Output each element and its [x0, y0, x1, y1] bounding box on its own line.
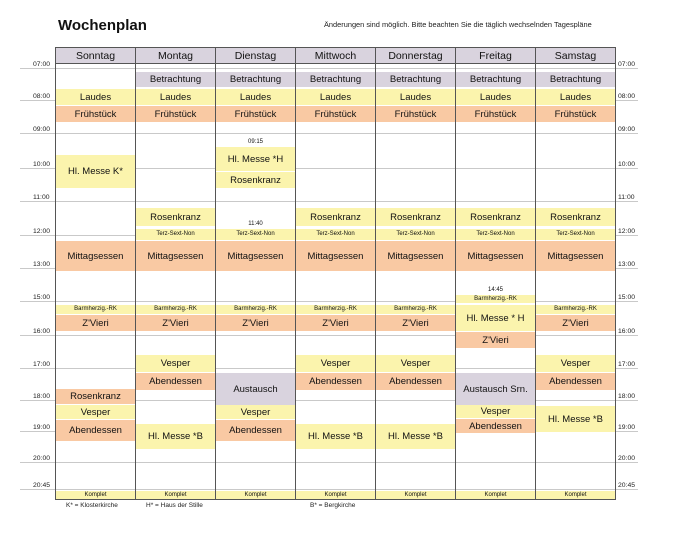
event-block[interactable]: Barmherzig.-RK	[216, 305, 295, 314]
time-label-left: 08:00	[33, 93, 51, 100]
event-block[interactable]: Hl. Messe * H	[456, 305, 535, 331]
event-block[interactable]: Frühstück	[376, 106, 455, 122]
time-gridline	[20, 335, 638, 336]
event-block[interactable]: Komplet	[456, 491, 535, 499]
time-label-right: 07:00	[618, 61, 636, 68]
event-block[interactable]: Frühstück	[456, 106, 535, 122]
event-block[interactable]: Komplet	[56, 491, 135, 499]
day-header: Freitag	[455, 47, 536, 64]
day-header: Donnerstag	[375, 47, 456, 64]
time-label-right: 20:45	[618, 482, 636, 489]
event-block[interactable]: Laudes	[56, 89, 135, 105]
time-label-left: 20:45	[33, 482, 51, 489]
event-block[interactable]: 09:15	[247, 138, 263, 145]
event-block[interactable]: Komplet	[536, 491, 615, 499]
time-label-left: 13:00	[33, 261, 51, 268]
time-label-right: 20:00	[618, 455, 636, 462]
time-label-left: 10:00	[33, 161, 51, 168]
event-block[interactable]: Barmherzig.-RK	[136, 305, 215, 314]
event-block[interactable]: Komplet	[136, 491, 215, 499]
event-block[interactable]: Abendessen	[136, 373, 215, 390]
time-gridline	[20, 133, 638, 134]
time-label-right: 13:00	[618, 261, 636, 268]
time-label-left: 15:00	[33, 294, 51, 301]
event-block[interactable]: Mittagsessen	[136, 241, 215, 271]
event-block[interactable]: Mittagsessen	[536, 241, 615, 271]
event-block[interactable]: 14:45	[487, 286, 503, 293]
time-label-right: 10:00	[618, 161, 636, 168]
event-block[interactable]: Frühstück	[56, 106, 135, 122]
event-block[interactable]: Mittagsessen	[376, 241, 455, 271]
time-label-left: 18:00	[33, 393, 51, 400]
event-block[interactable]: Terz-Sext-Non	[376, 229, 455, 240]
event-block[interactable]: Laudes	[136, 89, 215, 105]
time-gridline	[20, 301, 638, 302]
column-divider	[615, 47, 616, 500]
event-block[interactable]: Laudes	[376, 89, 455, 105]
time-label-left: 20:00	[33, 455, 51, 462]
event-block[interactable]: Rosenkranz	[296, 208, 375, 226]
event-block[interactable]: Frühstück	[536, 106, 615, 122]
day-header: Sonntag	[55, 47, 136, 64]
event-block[interactable]: Rosenkranz	[456, 208, 535, 226]
event-block[interactable]: Mittagsessen	[56, 241, 135, 271]
time-label-right: 08:00	[618, 93, 636, 100]
event-block[interactable]: Laudes	[456, 89, 535, 105]
day-header: Mittwoch	[295, 47, 376, 64]
event-block[interactable]: Rosenkranz	[216, 172, 295, 188]
column-divider	[135, 47, 136, 500]
column-divider	[455, 47, 456, 500]
event-block[interactable]: Barmherzig.-RK	[456, 295, 535, 303]
day-header: Samstag	[535, 47, 616, 64]
event-block[interactable]: 11:40	[248, 220, 263, 227]
column-divider	[535, 47, 536, 500]
grid-bottom-line	[55, 499, 616, 500]
event-block[interactable]: Z'Vieri	[216, 315, 295, 331]
event-block[interactable]: Vesper	[376, 355, 455, 372]
event-block[interactable]: Z'Vieri	[56, 315, 135, 331]
event-block[interactable]: Komplet	[376, 491, 455, 499]
column-divider	[215, 47, 216, 500]
column-divider	[55, 47, 56, 500]
event-block[interactable]: Laudes	[296, 89, 375, 105]
legend-h: H* = Haus der Stille	[146, 502, 203, 509]
event-block[interactable]: Barmherzig.-RK	[56, 305, 135, 314]
event-block[interactable]: Barmherzig.-RK	[376, 305, 455, 314]
event-block[interactable]: Hl. Messe *B	[376, 424, 455, 449]
time-label-right: 15:00	[618, 294, 636, 301]
event-block[interactable]: Barmherzig.-RK	[296, 305, 375, 314]
time-label-left: 16:00	[33, 328, 51, 335]
time-label-right: 18:00	[618, 393, 636, 400]
event-block[interactable]: Laudes	[216, 89, 295, 105]
time-label-left: 12:00	[33, 228, 51, 235]
time-label-left: 19:00	[33, 424, 51, 431]
event-block[interactable]: Abendessen	[216, 420, 295, 441]
event-block[interactable]: Betrachtung	[216, 72, 295, 87]
event-block[interactable]: Rosenkranz	[56, 389, 135, 404]
event-block[interactable]: Hl. Messe *B	[136, 424, 215, 449]
event-block[interactable]: Betrachtung	[456, 72, 535, 87]
event-block[interactable]: Terz-Sext-Non	[296, 229, 375, 240]
change-note: Änderungen sind möglich. Bitte beachten Sie die täglich wechselnden Tagespläne	[324, 20, 592, 29]
event-block[interactable]: Hl. Messe K*	[56, 155, 135, 188]
event-block[interactable]: Abendessen	[296, 373, 375, 390]
event-block[interactable]: Vesper	[456, 405, 535, 418]
event-block[interactable]: Abendessen	[376, 373, 455, 390]
time-label-right: 19:00	[618, 424, 636, 431]
page-title: Wochenplan	[58, 17, 147, 34]
day-header: Montag	[135, 47, 216, 64]
event-block[interactable]: Frühstück	[296, 106, 375, 122]
event-block[interactable]: Terz-Sext-Non	[456, 229, 535, 240]
event-block[interactable]: Hl. Messe *H	[216, 147, 295, 171]
event-block[interactable]: Laudes	[536, 89, 615, 105]
event-block[interactable]: Abendessen	[456, 419, 535, 433]
legend-b: B* = Bergkirche	[310, 502, 356, 509]
time-label-right: 11:00	[618, 194, 635, 201]
event-block[interactable]: Frühstück	[136, 106, 215, 122]
event-block[interactable]: Betrachtung	[536, 72, 615, 87]
event-block[interactable]: Z'Vieri	[456, 332, 535, 348]
event-block[interactable]: Z'Vieri	[376, 315, 455, 331]
column-divider	[375, 47, 376, 500]
event-block[interactable]: Mittagsessen	[456, 241, 535, 271]
time-label-right: 17:00	[618, 361, 636, 368]
event-block[interactable]: Vesper	[216, 405, 295, 419]
event-block[interactable]: Z'Vieri	[136, 315, 215, 331]
event-block[interactable]: Hl. Messe *B	[296, 424, 375, 449]
time-label-right: 12:00	[618, 228, 636, 235]
legend-k: K* = Klosterkirche	[66, 502, 118, 509]
event-block[interactable]: Rosenkranz	[136, 208, 215, 226]
event-block[interactable]: Vesper	[536, 355, 615, 372]
event-block[interactable]: Rosenkranz	[376, 208, 455, 226]
event-block[interactable]: Austausch Srn.	[456, 373, 535, 405]
time-gridline	[20, 489, 638, 490]
time-label-left: 07:00	[33, 61, 51, 68]
time-gridline	[20, 68, 638, 69]
event-block[interactable]: Barmherzig.-RK	[536, 305, 615, 314]
event-block[interactable]: Mittagsessen	[296, 241, 375, 271]
event-block[interactable]: Vesper	[56, 405, 135, 419]
event-block[interactable]: Terz-Sext-Non	[136, 229, 215, 240]
event-block[interactable]: Betrachtung	[376, 72, 455, 87]
event-block[interactable]: Austausch	[216, 373, 295, 405]
event-block[interactable]: Komplet	[296, 491, 375, 499]
event-block[interactable]: Z'Vieri	[536, 315, 615, 331]
time-label-left: 11:00	[33, 194, 50, 201]
event-block[interactable]: Vesper	[296, 355, 375, 372]
time-gridline	[20, 201, 638, 202]
event-block[interactable]: Betrachtung	[296, 72, 375, 87]
event-block[interactable]: Z'Vieri	[296, 315, 375, 331]
event-block[interactable]: Rosenkranz	[536, 208, 615, 226]
event-block[interactable]: Hl. Messe *B	[536, 406, 615, 432]
day-header: Dienstag	[215, 47, 296, 64]
time-label-right: 16:00	[618, 328, 636, 335]
event-block[interactable]: Vesper	[136, 355, 215, 372]
event-block[interactable]: Abendessen	[536, 373, 615, 390]
time-label-right: 09:00	[618, 126, 636, 133]
event-block[interactable]: Terz-Sext-Non	[216, 229, 295, 240]
time-gridline	[20, 462, 638, 463]
event-block[interactable]: Abendessen	[56, 420, 135, 441]
time-label-left: 09:00	[33, 126, 51, 133]
event-block[interactable]: Komplet	[216, 491, 295, 499]
column-divider	[295, 47, 296, 500]
time-label-left: 17:00	[33, 361, 51, 368]
event-block[interactable]: Frühstück	[216, 106, 295, 122]
event-block[interactable]: Mittagsessen	[216, 241, 295, 271]
event-block[interactable]: Terz-Sext-Non	[536, 229, 615, 240]
event-block[interactable]: Betrachtung	[136, 72, 215, 87]
